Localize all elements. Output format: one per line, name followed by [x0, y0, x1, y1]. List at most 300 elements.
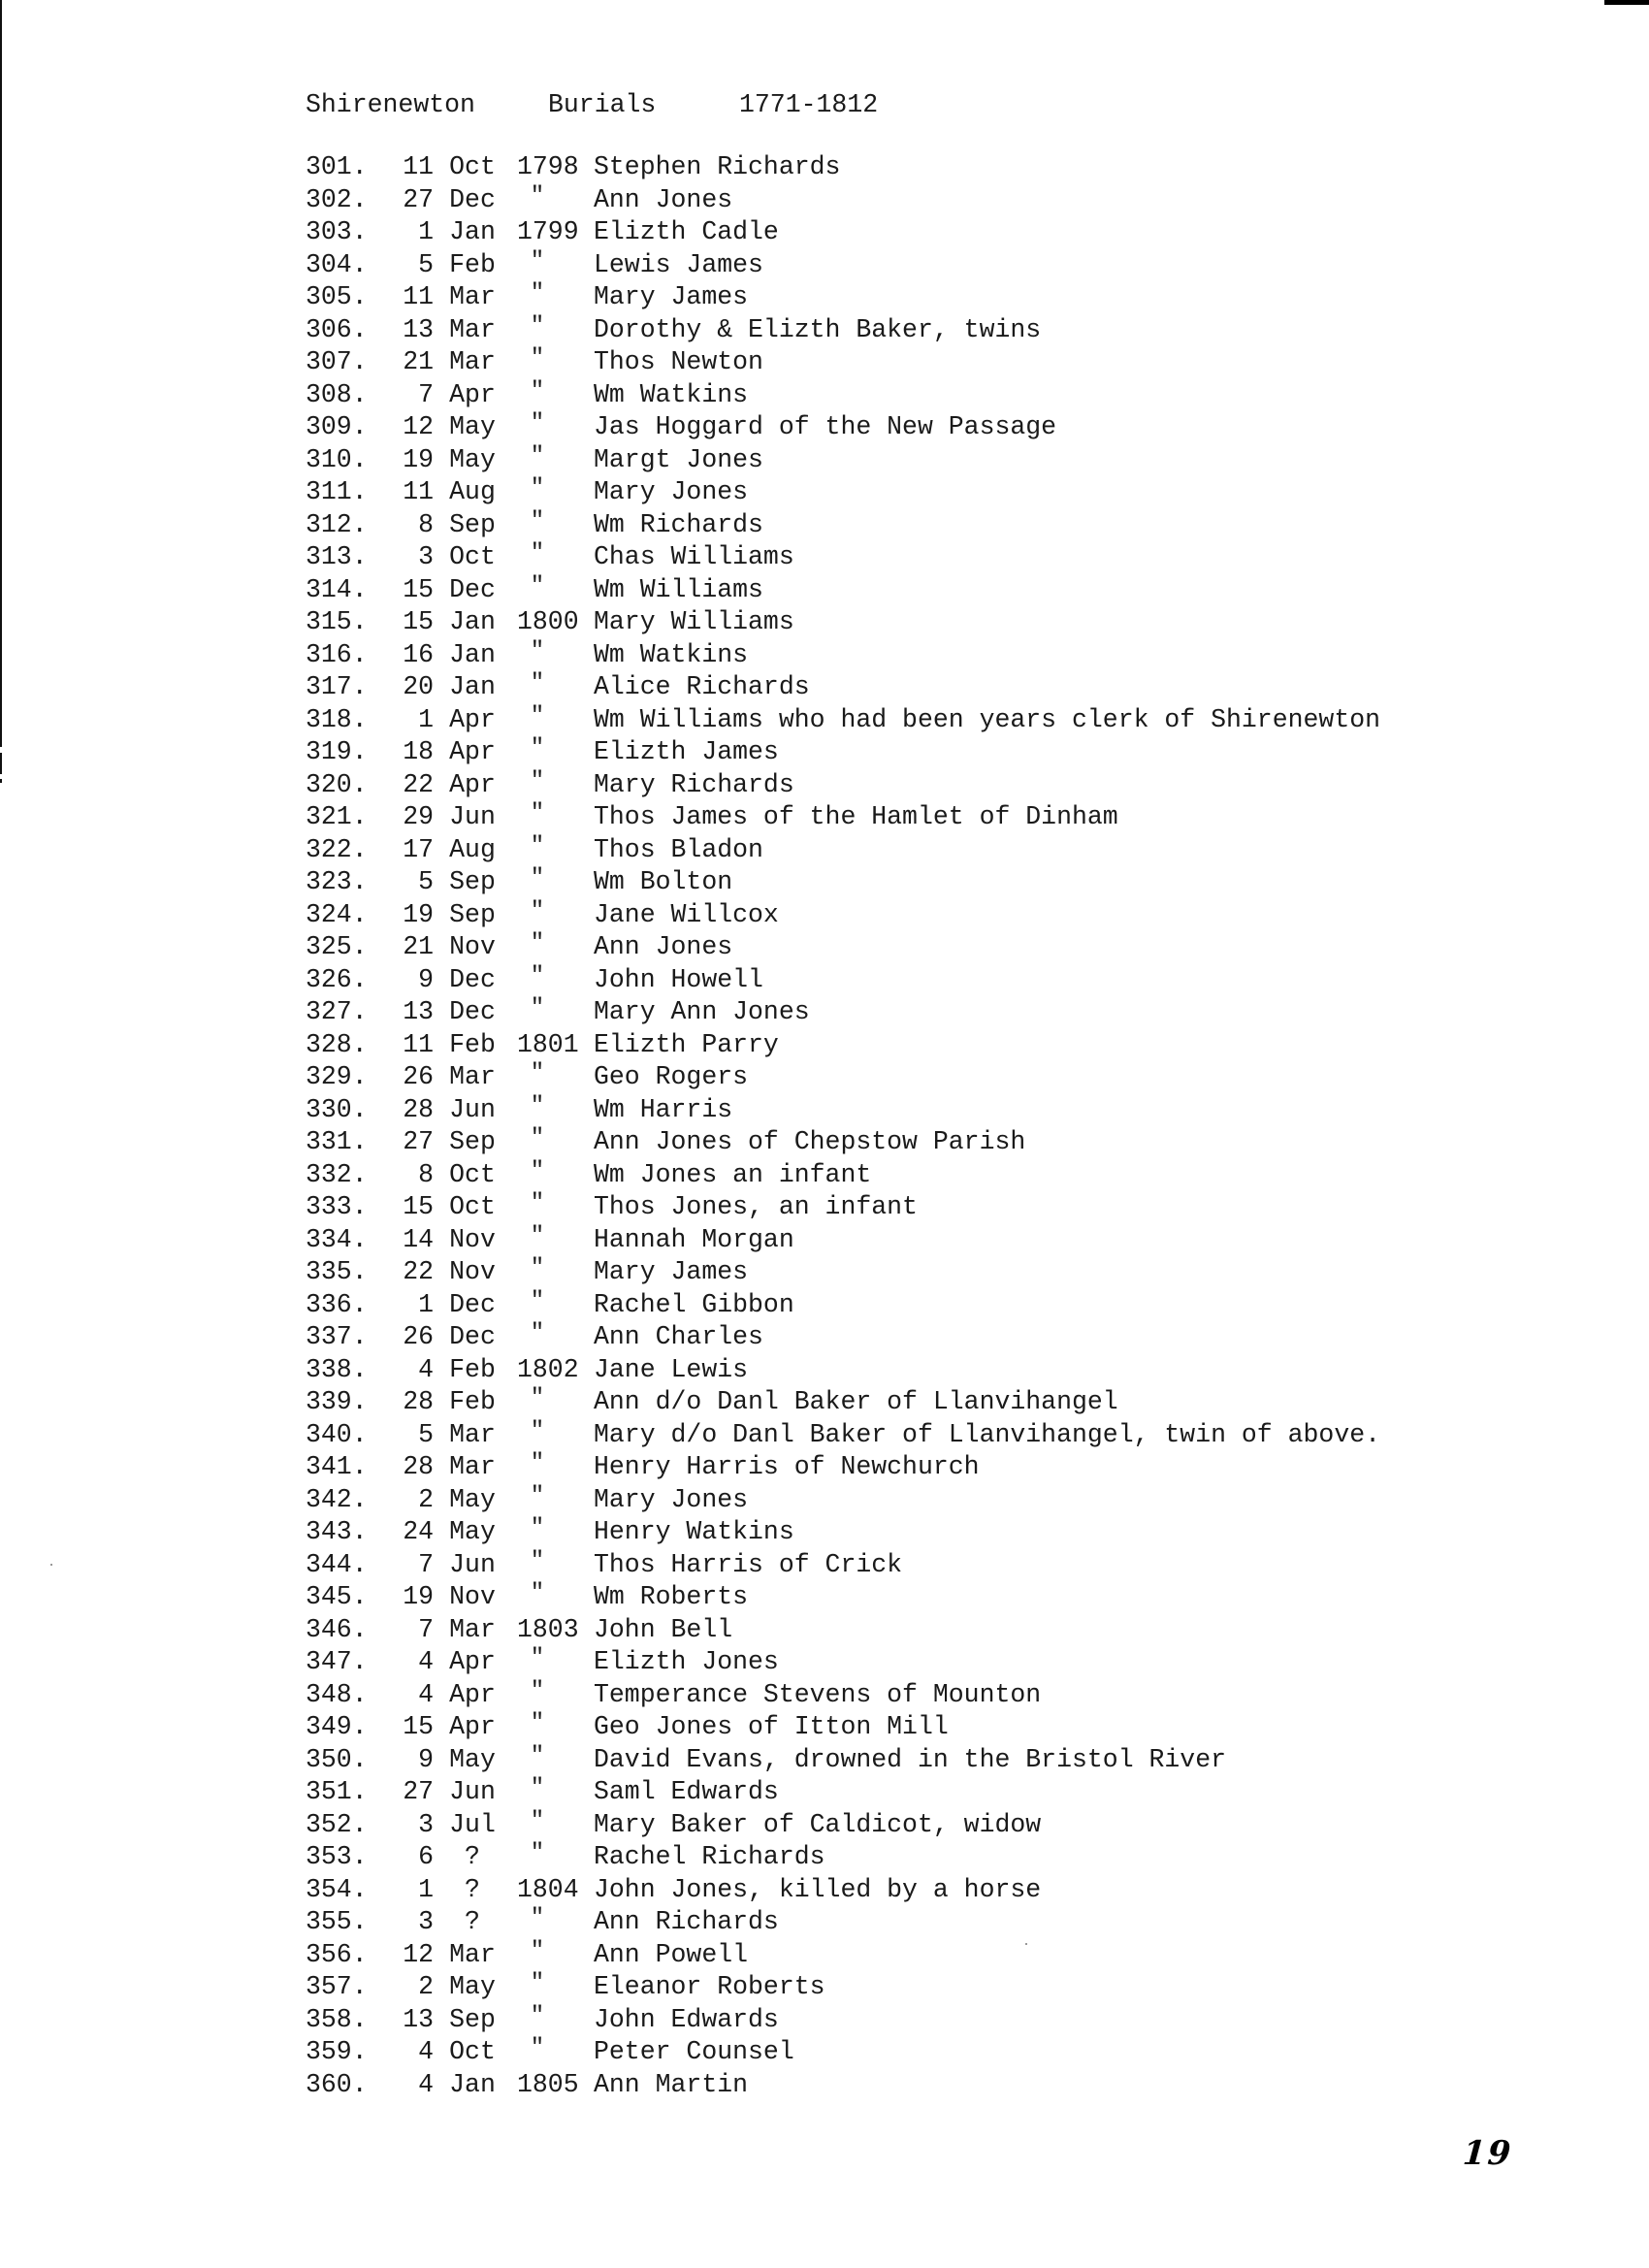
entry-year: 1804 — [517, 1874, 579, 1904]
entry-year-ditto-mark: " — [530, 1190, 545, 1216]
entry-name: Wm Williams — [594, 574, 763, 604]
register-entry — [0, 1646, 1649, 1679]
entry-day: 8 — [418, 1159, 434, 1189]
entry-year: 1798 — [517, 152, 579, 181]
entry-month: Jan — [449, 217, 496, 246]
register-entry — [0, 574, 1649, 607]
entry-number: 322. — [306, 834, 368, 864]
register-entry — [0, 1289, 1649, 1322]
entry-name: John Jones, killed by a horse — [594, 1874, 1042, 1904]
entry-day: 15 — [403, 1712, 434, 1741]
entry-day: 2 — [418, 1484, 434, 1514]
register-entry — [0, 1321, 1649, 1354]
entry-day: 11 — [403, 477, 434, 506]
entry-name: Wm Harris — [594, 1094, 733, 1124]
register-entry — [0, 1581, 1649, 1614]
entry-month: Nov — [449, 1582, 496, 1611]
entry-name: Wm Bolton — [594, 867, 733, 896]
entry-number: 333. — [306, 1192, 368, 1221]
entry-year-ditto-mark: " — [530, 540, 545, 567]
entry-name: Lewis James — [594, 249, 763, 279]
entry-day: 19 — [403, 1582, 434, 1611]
entry-month: Oct — [449, 1192, 496, 1221]
entry-name: Ann Jones — [594, 184, 733, 214]
entry-month: Feb — [449, 249, 496, 279]
entry-month: Apr — [449, 1712, 496, 1741]
register-entry — [0, 1549, 1649, 1582]
entry-name: Chas Williams — [594, 542, 794, 571]
entry-year-ditto-mark: " — [530, 312, 545, 340]
entry-month: Jan — [449, 639, 496, 669]
entry-day: 21 — [403, 347, 434, 376]
entry-month: ? — [465, 1907, 480, 1936]
register-entry — [0, 1744, 1649, 1777]
entry-number: 306. — [306, 314, 368, 344]
entry-year-ditto-mark: " — [530, 377, 545, 405]
register-entry — [0, 249, 1649, 282]
register-entry — [0, 639, 1649, 672]
entry-year-ditto-mark: " — [530, 930, 545, 956]
entry-number: 339. — [306, 1387, 368, 1416]
entry-name: David Evans, drowned in the Bristol River — [594, 1744, 1227, 1774]
entry-name: Henry Watkins — [594, 1517, 794, 1546]
entry-month: Sep — [449, 509, 496, 539]
entry-name: Temperance Stevens of Mounton — [594, 1679, 1042, 1709]
register-entry — [0, 866, 1649, 899]
entry-year-ditto-mark: " — [530, 1482, 545, 1509]
register-entry — [0, 1094, 1649, 1127]
entry-year-ditto-mark: " — [530, 670, 545, 697]
entry-number: 326. — [306, 964, 368, 994]
entry-day: 12 — [403, 1939, 434, 1969]
entry-year-ditto-mark: " — [530, 735, 545, 761]
entry-month: Jan — [449, 672, 496, 701]
entry-day: 5 — [418, 867, 434, 896]
entry-day: 27 — [403, 1777, 434, 1806]
entry-month: Nov — [449, 932, 496, 961]
entry-month: Mar — [449, 314, 496, 344]
entry-month: Feb — [449, 1387, 496, 1416]
entry-year-ditto-mark: " — [530, 962, 545, 989]
entry-day: 28 — [403, 1452, 434, 1481]
entry-day: 11 — [403, 282, 434, 311]
entry-day: 18 — [403, 737, 434, 766]
entry-number: 304. — [306, 249, 368, 279]
header-date-range: 1771-1812 — [739, 90, 879, 119]
entry-number: 320. — [306, 769, 368, 799]
entry-day: 12 — [403, 412, 434, 441]
entry-number: 334. — [306, 1224, 368, 1254]
entry-name: Ann Jones of Chepstow Parish — [594, 1127, 1026, 1156]
entry-number: 312. — [306, 509, 368, 539]
entry-name: Mary James — [594, 282, 749, 311]
entry-year-ditto-mark: " — [530, 182, 545, 210]
register-entry — [0, 2004, 1649, 2037]
entry-name: Elizth Cadle — [594, 217, 779, 246]
entry-name: Ann Charles — [594, 1322, 763, 1351]
entry-month: Apr — [449, 769, 496, 799]
entry-day: 4 — [418, 2037, 434, 2066]
entry-name: Ann Martin — [594, 2069, 749, 2099]
register-entry — [0, 1516, 1649, 1549]
entry-year-ditto-mark: " — [530, 1742, 545, 1769]
entry-name: Ann Powell — [594, 1939, 749, 1969]
entry-name: Mary Jones — [594, 1484, 749, 1514]
register-entry — [0, 2069, 1649, 2102]
entry-year-ditto-mark: " — [530, 865, 545, 891]
register-entry — [0, 931, 1649, 964]
entry-year-ditto-mark: " — [530, 475, 545, 502]
entry-number: 335. — [306, 1257, 368, 1286]
entry-year-ditto-mark: " — [530, 1645, 545, 1671]
entry-year-ditto-mark: " — [530, 1092, 545, 1119]
register-entry — [0, 184, 1649, 217]
entry-year-ditto-mark: " — [530, 1515, 545, 1541]
entry-month: Jun — [449, 1549, 496, 1579]
entry-year-ditto-mark: " — [530, 1710, 545, 1736]
register-entry — [0, 606, 1649, 639]
entry-day: 4 — [418, 2069, 434, 2099]
entry-day: 28 — [403, 1387, 434, 1416]
entry-name: Thos Harris of Crick — [594, 1549, 903, 1579]
entry-name: Elizth James — [594, 737, 779, 766]
entry-day: 11 — [403, 1029, 434, 1059]
page-number: 19 — [1461, 2134, 1514, 2173]
register-entry — [0, 1971, 1649, 2004]
entry-month: Nov — [449, 1257, 496, 1286]
entry-name: Peter Counsel — [594, 2037, 794, 2066]
entry-month: Jun — [449, 1094, 496, 1124]
entry-number: 327. — [306, 997, 368, 1026]
entry-year: 1800 — [517, 607, 579, 636]
entry-month: May — [449, 1484, 496, 1514]
entry-day: 2 — [418, 1972, 434, 2001]
entry-day: 21 — [403, 932, 434, 961]
entry-day: 27 — [403, 184, 434, 214]
entry-year-ditto-mark: " — [530, 800, 545, 826]
entry-day: 26 — [403, 1062, 434, 1091]
entry-name: Thos Newton — [594, 347, 763, 376]
register-entry — [0, 1679, 1649, 1712]
entry-name: Wm Williams who had been years clerk of Shirenewton — [594, 704, 1381, 734]
entry-number: 349. — [306, 1712, 368, 1741]
entry-month: Sep — [449, 867, 496, 896]
entry-name: Henry Harris of Newchurch — [594, 1452, 980, 1481]
entry-year-ditto-mark: " — [530, 1385, 545, 1411]
entry-number: 345. — [306, 1582, 368, 1611]
entry-year-ditto-mark: " — [530, 702, 545, 729]
entry-name: Ann Jones — [594, 932, 733, 961]
entry-name: Elizth Parry — [594, 1029, 779, 1059]
register-entry — [0, 736, 1649, 769]
entry-number: 344. — [306, 1549, 368, 1579]
entry-number: 332. — [306, 1159, 368, 1189]
register-entry — [0, 1711, 1649, 1744]
entry-month: Aug — [449, 477, 496, 506]
entry-day: 4 — [418, 1354, 434, 1384]
register-entry — [0, 281, 1649, 314]
entry-year: 1802 — [517, 1354, 579, 1384]
register-entry — [0, 541, 1649, 574]
register-entry — [0, 1451, 1649, 1484]
entry-number: 354. — [306, 1874, 368, 1904]
entry-name: Dorothy & Elizth Baker, twins — [594, 314, 1042, 344]
entry-number: 314. — [306, 574, 368, 604]
entry-year: 1799 — [517, 217, 579, 246]
entry-year: 1801 — [517, 1029, 579, 1059]
entry-day: 22 — [403, 769, 434, 799]
register-entry — [0, 1906, 1649, 1939]
entry-year-ditto-mark: " — [530, 637, 545, 664]
register-entry — [0, 1061, 1649, 1094]
entry-year-ditto-mark: " — [530, 410, 545, 437]
entry-number: 359. — [306, 2037, 368, 2066]
entry-day: 16 — [403, 639, 434, 669]
entry-day: 29 — [403, 802, 434, 831]
register-entry — [0, 1874, 1649, 1907]
entry-name: Saml Edwards — [594, 1777, 779, 1806]
entry-number: 358. — [306, 2004, 368, 2034]
entry-name: Thos Jones, an infant — [594, 1192, 918, 1221]
register-entry — [0, 509, 1649, 542]
entry-month: Sep — [449, 2004, 496, 2034]
entry-year: 1803 — [517, 1614, 579, 1644]
entry-year-ditto-mark: " — [530, 2035, 545, 2061]
register-entry — [0, 444, 1649, 477]
register-entry — [0, 1386, 1649, 1419]
entry-number: 301. — [306, 152, 368, 181]
entry-month: Apr — [449, 1679, 496, 1709]
entry-day: 13 — [403, 2004, 434, 2034]
entry-name: Jas Hoggard of the New Passage — [594, 412, 1057, 441]
register-entry — [0, 1776, 1649, 1809]
register-entry — [0, 2036, 1649, 2069]
entry-month: Jan — [449, 607, 496, 636]
entry-day: 1 — [418, 704, 434, 734]
entry-day: 6 — [418, 1842, 434, 1871]
entry-day: 13 — [403, 314, 434, 344]
entry-year-ditto-mark: " — [530, 1157, 545, 1184]
entry-name: Mary Jones — [594, 477, 749, 506]
entry-name: Ann d/o Danl Baker of Llanvihangel — [594, 1387, 1118, 1416]
entry-month: Dec — [449, 997, 496, 1026]
entry-name: Wm Roberts — [594, 1582, 749, 1611]
entry-name: Thos James of the Hamlet of Dinham — [594, 802, 1118, 831]
entry-number: 336. — [306, 1289, 368, 1319]
entry-year-ditto-mark: " — [530, 897, 545, 924]
entry-number: 317. — [306, 672, 368, 701]
entry-number: 357. — [306, 1972, 368, 2001]
register-entry — [0, 1256, 1649, 1289]
register-entry — [0, 899, 1649, 932]
register-entry — [0, 314, 1649, 347]
entry-month: Apr — [449, 704, 496, 734]
entry-day: 1 — [418, 1874, 434, 1904]
entry-year-ditto-mark: " — [530, 442, 545, 470]
entry-number: 330. — [306, 1094, 368, 1124]
entry-day: 22 — [403, 1257, 434, 1286]
entry-day: 5 — [418, 1419, 434, 1449]
entry-day: 17 — [403, 834, 434, 864]
entry-number: 325. — [306, 932, 368, 961]
register-entry — [0, 964, 1649, 997]
entry-month: Feb — [449, 1029, 496, 1059]
page-header — [0, 88, 879, 121]
entry-month: Mar — [449, 282, 496, 311]
entry-month: Oct — [449, 542, 496, 571]
register-entry — [0, 1191, 1649, 1224]
entry-year-ditto-mark: " — [530, 1320, 545, 1346]
entry-number: 350. — [306, 1744, 368, 1774]
register-entry — [0, 1224, 1649, 1257]
entry-month: Mar — [449, 1614, 496, 1644]
register-entry — [0, 216, 1649, 249]
entry-year-ditto-mark: " — [530, 1417, 545, 1444]
entry-day: 15 — [403, 1192, 434, 1221]
entry-year-ditto-mark: " — [530, 1840, 545, 1866]
entry-month: Jul — [449, 1809, 496, 1839]
entry-number: 356. — [306, 1939, 368, 1969]
entry-year-ditto-mark: " — [530, 247, 545, 275]
entry-number: 313. — [306, 542, 368, 571]
register-entry — [0, 996, 1649, 1029]
entry-month: Apr — [449, 1647, 496, 1676]
entry-month: May — [449, 1972, 496, 2001]
entry-number: 310. — [306, 444, 368, 474]
register-entry — [0, 1484, 1649, 1517]
entry-name: Rachel Richards — [594, 1842, 825, 1871]
entry-day: 11 — [403, 152, 434, 181]
register-entry — [0, 1809, 1649, 1842]
entry-number: 341. — [306, 1452, 368, 1481]
entry-year-ditto-mark: " — [530, 1775, 545, 1801]
entry-month: May — [449, 412, 496, 441]
entry-name: Margt Jones — [594, 444, 763, 474]
entry-name: Thos Bladon — [594, 834, 763, 864]
register-entry — [0, 704, 1649, 737]
entry-day: 15 — [403, 607, 434, 636]
entry-number: 308. — [306, 379, 368, 409]
entry-day: 19 — [403, 899, 434, 929]
register-entry — [0, 346, 1649, 379]
entry-number: 311. — [306, 477, 368, 506]
entry-number: 342. — [306, 1484, 368, 1514]
entry-month: Mar — [449, 1452, 496, 1481]
register-entry — [0, 151, 1649, 184]
entry-number: 305. — [306, 282, 368, 311]
entry-day: 27 — [403, 1127, 434, 1156]
entry-year-ditto-mark: " — [530, 1450, 545, 1476]
entry-year-ditto-mark: " — [530, 507, 545, 535]
entry-day: 9 — [418, 1744, 434, 1774]
entry-month: May — [449, 1744, 496, 1774]
header-parish: Shirenewton — [306, 90, 475, 119]
entry-number: 351. — [306, 1777, 368, 1806]
entry-number: 340. — [306, 1419, 368, 1449]
entry-month: Oct — [449, 152, 496, 181]
entry-year-ditto-mark: " — [530, 1677, 545, 1704]
entry-day: 20 — [403, 672, 434, 701]
entry-day: 3 — [418, 1907, 434, 1936]
entry-day: 1 — [418, 217, 434, 246]
entry-number: 307. — [306, 347, 368, 376]
entry-year: 1805 — [517, 2069, 579, 2099]
entry-month: Apr — [449, 379, 496, 409]
entry-number: 321. — [306, 802, 368, 831]
entry-month: Mar — [449, 1939, 496, 1969]
entry-day: 9 — [418, 964, 434, 994]
register-entry — [0, 476, 1649, 509]
entry-day: 15 — [403, 574, 434, 604]
register-entry — [0, 671, 1649, 704]
entry-number: 346. — [306, 1614, 368, 1644]
register-entry — [0, 1354, 1649, 1387]
entry-day: 7 — [418, 1549, 434, 1579]
entry-number: 329. — [306, 1062, 368, 1091]
register-entry — [0, 1939, 1649, 1972]
entry-month: ? — [465, 1874, 480, 1904]
entry-day: 28 — [403, 1094, 434, 1124]
entry-name: Rachel Gibbon — [594, 1289, 794, 1319]
entry-year-ditto-mark: " — [530, 1807, 545, 1834]
entry-day: 8 — [418, 509, 434, 539]
entry-number: 355. — [306, 1907, 368, 1936]
entry-month: Mar — [449, 347, 496, 376]
entry-name: John Howell — [594, 964, 763, 994]
entry-year-ditto-mark: " — [530, 1222, 545, 1249]
entry-month: Dec — [449, 1322, 496, 1351]
entry-name: Hannah Morgan — [594, 1224, 794, 1254]
register-entry — [0, 1159, 1649, 1192]
entry-day: 1 — [418, 1289, 434, 1319]
entry-month: Mar — [449, 1419, 496, 1449]
header-record-type: Burials — [548, 90, 657, 119]
entry-number: 323. — [306, 867, 368, 896]
entry-day: 24 — [403, 1517, 434, 1546]
register-entry — [0, 801, 1649, 834]
entry-year-ditto-mark: " — [530, 767, 545, 794]
entry-day: 3 — [418, 1809, 434, 1839]
entry-month: Oct — [449, 1159, 496, 1189]
entry-number: 347. — [306, 1647, 368, 1676]
entry-day: 19 — [403, 444, 434, 474]
entry-name: Jane Lewis — [594, 1354, 749, 1384]
burial-register — [0, 151, 1649, 2101]
entry-name: Mary Richards — [594, 769, 794, 799]
entry-name: Elizth Jones — [594, 1647, 779, 1676]
entry-name: Eleanor Roberts — [594, 1972, 825, 2001]
entry-number: 337. — [306, 1322, 368, 1351]
entry-year-ditto-mark: " — [530, 345, 545, 372]
entry-month: Nov — [449, 1224, 496, 1254]
entry-day: 5 — [418, 249, 434, 279]
entry-name: John Edwards — [594, 2004, 779, 2034]
register-entry — [0, 834, 1649, 867]
entry-name: Mary James — [594, 1257, 749, 1286]
entry-day: 26 — [403, 1322, 434, 1351]
entry-year-ditto-mark: " — [530, 1905, 545, 1931]
register-entry — [0, 1419, 1649, 1452]
entry-number: 316. — [306, 639, 368, 669]
entry-name: Geo Jones of Itton Mill — [594, 1712, 949, 1741]
register-entry — [0, 1126, 1649, 1159]
entry-month: Jun — [449, 802, 496, 831]
entry-day: 14 — [403, 1224, 434, 1254]
register-entry — [0, 769, 1649, 802]
entry-day: 7 — [418, 1614, 434, 1644]
entry-month: May — [449, 444, 496, 474]
entry-number: 319. — [306, 737, 368, 766]
